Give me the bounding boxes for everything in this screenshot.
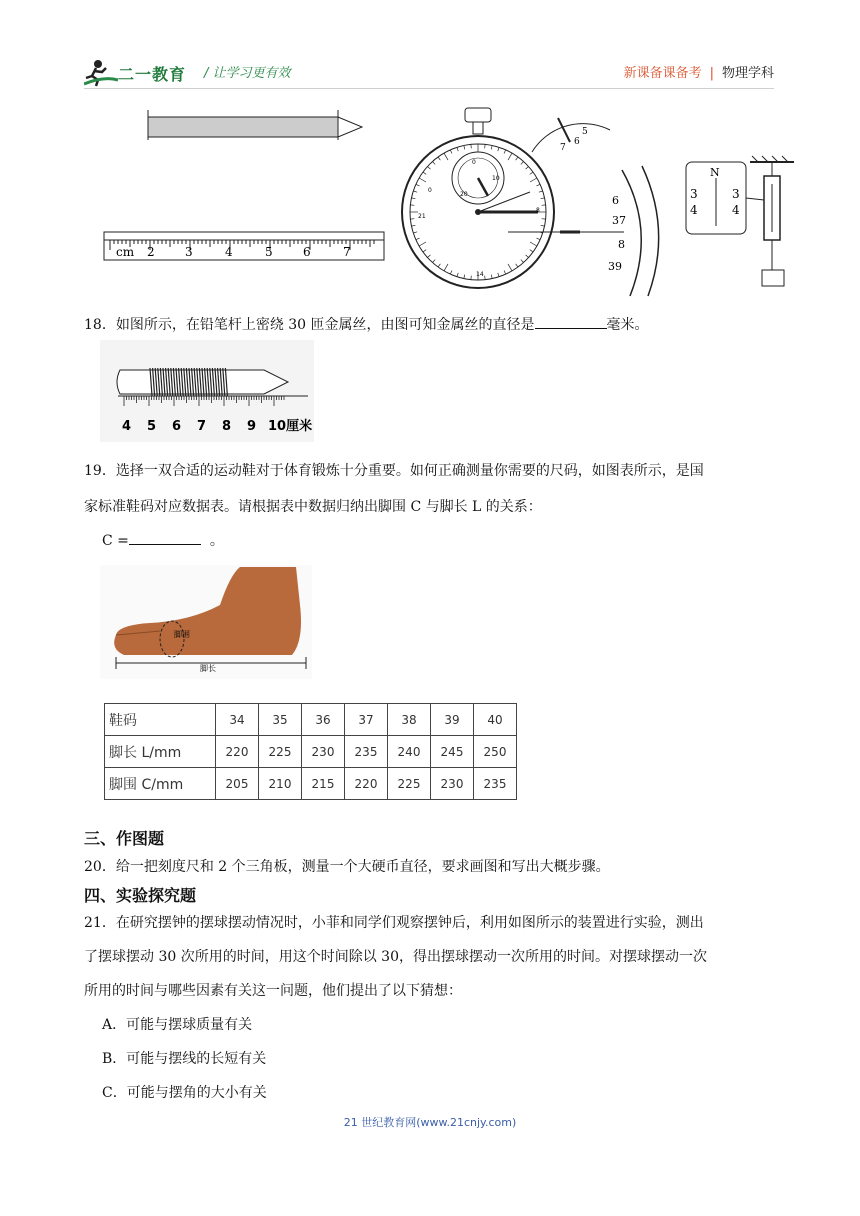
header-accent: 新课备课备考 bbox=[623, 66, 702, 81]
header-subject: 物理学科 bbox=[721, 66, 774, 81]
q21-line2: 了摆球摆动 30 次所用的时间，用这个时间除以 30，得出摆球摆动一次所用的时间。对摆球摆动一次 bbox=[84, 949, 707, 965]
question-18 bbox=[84, 310, 774, 340]
section-title: 三、作图题 bbox=[84, 829, 165, 848]
question-20: 20．给一把刻度尺和 2 个三角板，测量一个大硬币直径，要求画图和写出大概步骤。 bbox=[84, 859, 610, 875]
q21-line1: 21．在研究摆钟的摆球摆动情况时，小菲和同学们观察摆钟后，利用如图所示的装置进行实验，测出 bbox=[84, 915, 704, 931]
ruler-label: 10厘米 bbox=[268, 419, 313, 434]
table-row bbox=[105, 704, 517, 736]
table-cell: 245 bbox=[431, 736, 474, 768]
arc-label: 37 bbox=[612, 214, 626, 227]
table-row bbox=[105, 736, 517, 768]
table-row bbox=[105, 768, 517, 800]
q19-formula bbox=[102, 526, 792, 556]
pole-label: N bbox=[710, 166, 720, 179]
measurement-instruments-figure bbox=[100, 100, 800, 300]
ruler-tick-label: 5 bbox=[265, 245, 273, 259]
thermo-label: 5 bbox=[582, 127, 588, 137]
thermo-label: 7 bbox=[560, 143, 566, 153]
table-cell: 235 bbox=[474, 768, 517, 800]
arc-label: 6 bbox=[612, 194, 619, 207]
table-cell: 40 bbox=[474, 704, 517, 736]
table-cell: 250 bbox=[474, 736, 517, 768]
table-cell: 36 bbox=[302, 704, 345, 736]
row-header: 脚围 C/mm bbox=[105, 768, 216, 800]
dial-label: 0 bbox=[428, 187, 432, 194]
stopwatch-figure bbox=[402, 108, 554, 288]
arc-label: 8 bbox=[618, 238, 625, 251]
header-right bbox=[624, 62, 774, 81]
table-cell: 230 bbox=[431, 768, 474, 800]
logo-text: 二一教育 bbox=[118, 65, 187, 84]
ruler-tick-label: 4 bbox=[225, 245, 233, 259]
header-separator: | bbox=[709, 66, 714, 81]
q18-text-before: 18．如图所示，在铅笔杆上密绕 30 匝金属丝，由图可知金属丝的直径是 bbox=[84, 317, 535, 333]
table-cell: 34 bbox=[216, 704, 259, 736]
ruler-unit: cm bbox=[116, 245, 135, 259]
header-divider bbox=[84, 88, 774, 89]
foot-length-label: 脚长 bbox=[200, 664, 216, 673]
table-cell: 225 bbox=[388, 768, 431, 800]
footer: 21 世纪教育网(www.21cnjy.com) bbox=[343, 1116, 517, 1129]
ruler-tick-label: 3 bbox=[185, 245, 193, 259]
shoe-size-table bbox=[104, 703, 517, 800]
table-cell: 37 bbox=[345, 704, 388, 736]
formula-prefix: C = bbox=[102, 533, 129, 549]
q19-line2: 家标准鞋码对应数据表。请根据表中数据归纳出脚围 C 与脚长 L 的关系： bbox=[84, 499, 542, 515]
ruler-label: 7 bbox=[197, 419, 207, 434]
dial-label: 8 bbox=[536, 207, 540, 214]
table-cell: 35 bbox=[259, 704, 302, 736]
q18-text-after: 毫米。 bbox=[606, 317, 649, 333]
table-cell: 220 bbox=[216, 736, 259, 768]
ruler-label: 6 bbox=[172, 419, 182, 434]
table-cell: 230 bbox=[302, 736, 345, 768]
table-cell: 205 bbox=[216, 768, 259, 800]
row-header: 脚长 L/mm bbox=[105, 736, 216, 768]
ruler-tick-label: 7 bbox=[343, 245, 351, 259]
table-cell: 210 bbox=[259, 768, 302, 800]
ruler-label: 5 bbox=[147, 419, 157, 434]
small-dial-label: 0 bbox=[472, 159, 476, 166]
ruler-figure bbox=[104, 110, 384, 260]
table-cell: 220 bbox=[345, 768, 388, 800]
formula-suffix: 。 bbox=[209, 533, 224, 549]
dial-label: 14 bbox=[476, 271, 484, 278]
spring-right-label: 3 bbox=[732, 187, 740, 201]
foot-figure bbox=[100, 565, 312, 679]
ruler-tick-label: 2 bbox=[147, 245, 155, 259]
table-cell: 39 bbox=[431, 704, 474, 736]
foot-girth-label: 脚围 bbox=[174, 630, 190, 639]
ruler-label: 9 bbox=[247, 419, 257, 434]
table-cell: 235 bbox=[345, 736, 388, 768]
q19-line1: 19．选择一双合适的运动鞋对于体育锻炼十分重要。如何正确测量你需要的尺码，如图表所示，是国 bbox=[84, 463, 704, 479]
small-dial-label: 10 bbox=[492, 175, 500, 182]
option-a: A．可能与摆球质量有关 bbox=[102, 1017, 253, 1033]
spring-left-label: 3 bbox=[690, 187, 698, 201]
pencil-coil-figure bbox=[100, 340, 314, 442]
option-b: B．可能与摆线的长短有关 bbox=[102, 1051, 267, 1067]
thermometer-fragment bbox=[532, 118, 610, 153]
row-header: 鞋码 bbox=[105, 704, 216, 736]
ruler-tick-label: 6 bbox=[303, 245, 311, 259]
table-cell: 225 bbox=[259, 736, 302, 768]
option-c: C．可能与摆角的大小有关 bbox=[102, 1085, 267, 1101]
arc-label: 39 bbox=[608, 260, 622, 273]
q18-answer-blank[interactable] bbox=[535, 312, 607, 329]
spring-scale-figure bbox=[686, 156, 794, 286]
table-cell: 38 bbox=[388, 704, 431, 736]
spring-left-label: 4 bbox=[690, 203, 698, 217]
q19-answer-blank[interactable] bbox=[129, 528, 201, 545]
table-cell: 240 bbox=[388, 736, 431, 768]
dial-label: 21 bbox=[418, 213, 426, 220]
slogan: / 让学习更有效 bbox=[204, 66, 291, 81]
spring-right-label: 4 bbox=[732, 203, 740, 217]
thermo-label: 6 bbox=[574, 137, 580, 147]
small-dial-label: 20 bbox=[460, 191, 468, 198]
ruler-label: 8 bbox=[222, 419, 232, 434]
q21-line3: 所用的时间与哪些因素有关这一问题，他们提出了以下猜想： bbox=[84, 983, 462, 999]
ruler-label: 4 bbox=[122, 419, 132, 434]
section-title: 四、实验探究题 bbox=[84, 886, 197, 905]
table-cell: 215 bbox=[302, 768, 345, 800]
